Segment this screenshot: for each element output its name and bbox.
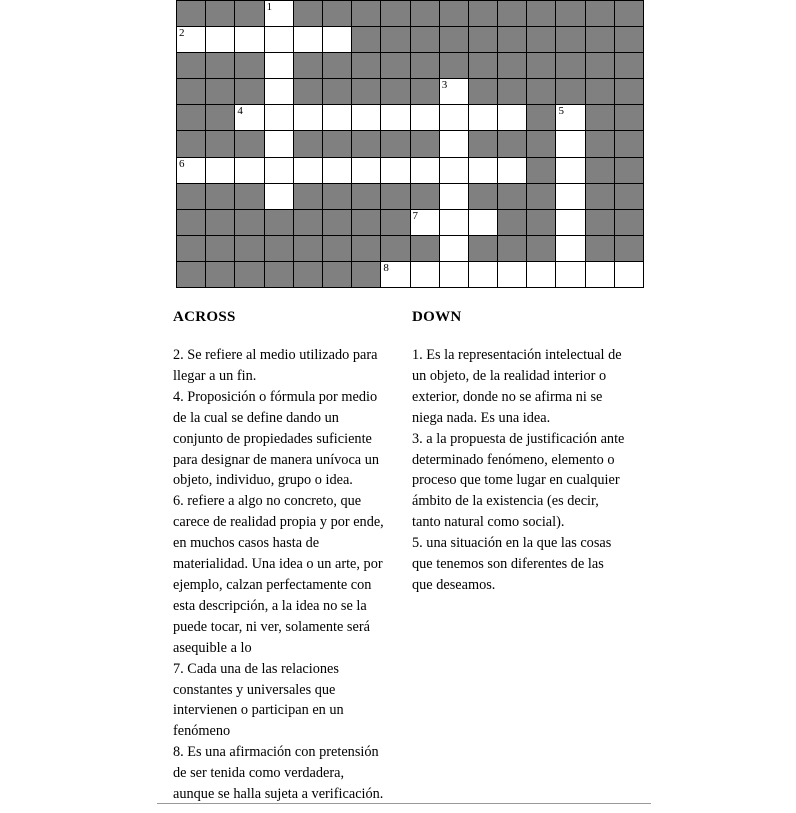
grid-block — [527, 183, 556, 209]
grid-block — [411, 26, 440, 52]
grid-block — [235, 52, 264, 78]
grid-cell[interactable] — [265, 52, 294, 78]
grid-block — [586, 26, 615, 52]
grid-block — [323, 209, 352, 235]
grid-block — [498, 52, 527, 78]
grid-cell[interactable] — [323, 157, 352, 183]
clue-number: 2 — [179, 27, 185, 40]
grid-cell[interactable] — [556, 183, 585, 209]
across-clue-list — [173, 345, 413, 805]
grid-block — [177, 52, 206, 78]
grid-block — [235, 235, 264, 261]
grid-block — [498, 209, 527, 235]
grid-block — [294, 0, 323, 26]
grid-cell[interactable] — [294, 104, 323, 130]
grid-block — [440, 52, 469, 78]
grid-block — [615, 235, 644, 261]
grid-cell[interactable] — [556, 209, 585, 235]
grid-block — [206, 130, 235, 156]
grid-block — [235, 0, 264, 26]
clue-number: 5 — [558, 105, 564, 118]
grid-block — [498, 130, 527, 156]
grid-cell[interactable] — [235, 157, 264, 183]
grid-cell[interactable] — [440, 130, 469, 156]
grid-block — [586, 209, 615, 235]
grid-block — [498, 183, 527, 209]
grid-block — [411, 52, 440, 78]
grid-block — [615, 183, 644, 209]
grid-cell[interactable] — [265, 26, 294, 52]
grid-cell[interactable] — [498, 104, 527, 130]
grid-cell[interactable] — [352, 157, 381, 183]
down-clue: 3. a la propuesta de justificación ante determinado fenómeno, elemento o proceso que tome lugar en cualquier ámbito de la existencia (es decir, tanto natural como social). — [412, 430, 625, 531]
down-heading: DOWN — [412, 309, 462, 325]
grid-block — [381, 26, 410, 52]
grid-block — [527, 26, 556, 52]
grid-block — [177, 78, 206, 104]
grid-block — [352, 209, 381, 235]
grid-block — [440, 26, 469, 52]
clue-number: 3 — [441, 79, 448, 92]
grid-block — [586, 183, 615, 209]
grid-block — [235, 130, 264, 156]
grid-block — [206, 261, 235, 287]
clue-number: 7 — [412, 209, 418, 222]
grid-block — [615, 209, 644, 235]
grid-block — [206, 104, 235, 130]
grid-block — [323, 52, 352, 78]
grid-block — [323, 130, 352, 156]
grid-cell[interactable] — [381, 261, 410, 287]
grid-block — [527, 0, 556, 26]
grid-block — [352, 261, 381, 287]
grid-block — [206, 52, 235, 78]
grid-block — [615, 157, 644, 183]
grid-cell[interactable] — [177, 157, 206, 183]
grid-cell[interactable] — [498, 261, 527, 287]
grid-cell[interactable] — [235, 104, 264, 130]
grid-block — [177, 209, 206, 235]
grid-cell[interactable] — [265, 0, 294, 26]
grid-block — [177, 183, 206, 209]
crossword-grid — [176, 0, 644, 288]
grid-block — [381, 209, 410, 235]
grid-block — [586, 104, 615, 130]
grid-block — [527, 235, 556, 261]
grid-cell[interactable] — [440, 235, 469, 261]
grid-block — [265, 209, 294, 235]
grid-cell[interactable] — [440, 261, 469, 287]
grid-block — [352, 130, 381, 156]
grid-cell[interactable] — [440, 183, 469, 209]
grid-cell[interactable] — [469, 104, 498, 130]
down-clue-list — [412, 345, 652, 596]
grid-block — [235, 183, 264, 209]
divider-line — [157, 803, 651, 804]
grid-block — [527, 52, 556, 78]
grid-block — [498, 78, 527, 104]
grid-block — [294, 209, 323, 235]
grid-cell[interactable] — [440, 78, 469, 104]
grid-block — [469, 130, 498, 156]
grid-cell[interactable] — [265, 157, 294, 183]
grid-block — [615, 78, 644, 104]
grid-block — [206, 78, 235, 104]
clue-number: 6 — [179, 157, 185, 170]
grid-block — [469, 235, 498, 261]
grid-block — [177, 130, 206, 156]
grid-block — [177, 235, 206, 261]
grid-cell[interactable] — [265, 104, 294, 130]
grid-block — [235, 261, 264, 287]
across-clue: 6. refiere a algo no concreto, que carece de realidad propia y por ende, en muchos casos hasta de materialidad. Una idea o un arte, por ejemplo, calzan perfectamente con esta descripción, a la idea no se la puede tocar, ni ver, solamente será asequible a lo — [173, 493, 384, 656]
grid-block — [381, 0, 410, 26]
grid-block — [381, 52, 410, 78]
grid-block — [556, 78, 585, 104]
grid-block — [411, 78, 440, 104]
grid-cell[interactable] — [615, 261, 644, 287]
grid-block — [615, 0, 644, 26]
grid-block — [294, 78, 323, 104]
grid-block — [556, 52, 585, 78]
clue-number: 1 — [266, 1, 273, 13]
grid-block — [323, 261, 352, 287]
grid-cell[interactable] — [527, 261, 556, 287]
across-heading: ACROSS — [173, 309, 236, 325]
grid-block — [469, 26, 498, 52]
grid-cell[interactable] — [294, 26, 323, 52]
grid-cell[interactable] — [440, 209, 469, 235]
grid-cell[interactable] — [294, 157, 323, 183]
grid-block — [323, 0, 352, 26]
grid-cell[interactable] — [265, 78, 294, 104]
down-clue: 1. Es la representación intelectual de un objeto, de la realidad interior o exterior, donde no se afirma ni se niega nada. Es una idea. — [412, 347, 622, 426]
grid-cell[interactable] — [556, 235, 585, 261]
across-clue: 8. Es una afirmación con pretensión de ser tenida como verdadera, aunque se halla sujeta a verificación. — [173, 744, 384, 803]
grid-block — [586, 52, 615, 78]
grid-block — [615, 130, 644, 156]
grid-block — [527, 104, 556, 130]
grid-cell[interactable] — [556, 130, 585, 156]
grid-block — [206, 0, 235, 26]
grid-block — [352, 183, 381, 209]
grid-block — [527, 130, 556, 156]
grid-block — [323, 183, 352, 209]
grid-block — [323, 235, 352, 261]
grid-block — [469, 52, 498, 78]
grid-cell[interactable] — [556, 104, 585, 130]
grid-block — [527, 209, 556, 235]
grid-block — [352, 235, 381, 261]
grid-cell[interactable] — [381, 157, 410, 183]
grid-block — [381, 183, 410, 209]
down-clue: 5. una situación en la que las cosas que tenemos son diferentes de las que deseamos. — [412, 535, 612, 593]
grid-cell[interactable] — [235, 26, 264, 52]
grid-cell[interactable] — [411, 157, 440, 183]
grid-cell[interactable] — [352, 104, 381, 130]
grid-block — [294, 261, 323, 287]
grid-block — [556, 26, 585, 52]
grid-block — [206, 235, 235, 261]
grid-block — [265, 235, 294, 261]
grid-cell[interactable] — [323, 26, 352, 52]
grid-block — [235, 209, 264, 235]
grid-block — [615, 26, 644, 52]
grid-cell[interactable] — [411, 209, 440, 235]
across-clue: 2. Se refiere al medio utilizado para llegar a un fin. — [173, 347, 378, 384]
grid-block — [235, 78, 264, 104]
grid-block — [352, 78, 381, 104]
grid-block — [615, 104, 644, 130]
grid-block — [498, 26, 527, 52]
grid-cell[interactable] — [469, 209, 498, 235]
grid-block — [586, 0, 615, 26]
grid-block — [586, 78, 615, 104]
grid-block — [586, 157, 615, 183]
grid-block — [352, 0, 381, 26]
grid-block — [206, 183, 235, 209]
grid-block — [411, 130, 440, 156]
grid-cell[interactable] — [469, 261, 498, 287]
grid-cell[interactable] — [265, 183, 294, 209]
grid-cell[interactable] — [440, 157, 469, 183]
grid-block — [411, 183, 440, 209]
grid-cell[interactable] — [556, 261, 585, 287]
grid-block — [206, 209, 235, 235]
across-clue: 4. Proposición o fórmula por medio de la cual se define dando un conjunto de propiedades suficiente para designar de manera unívoca un objeto, individuo, grupo o idea. — [173, 388, 380, 489]
grid-cell[interactable] — [440, 104, 469, 130]
grid-block — [498, 235, 527, 261]
grid-block — [294, 52, 323, 78]
grid-block — [586, 235, 615, 261]
grid-block — [294, 183, 323, 209]
grid-block — [381, 78, 410, 104]
grid-block — [177, 104, 206, 130]
grid-block — [177, 261, 206, 287]
grid-block — [381, 235, 410, 261]
clue-number: 8 — [383, 261, 389, 274]
grid-block — [381, 130, 410, 156]
grid-cell[interactable] — [381, 104, 410, 130]
grid-cell[interactable] — [469, 157, 498, 183]
across-clue: 7. Cada una de las relaciones constantes y universales que intervienen o participan en un fenómeno — [173, 660, 344, 740]
grid-cell[interactable] — [265, 130, 294, 156]
grid-block — [469, 78, 498, 104]
grid-block — [411, 235, 440, 261]
grid-block — [469, 183, 498, 209]
grid-block — [265, 261, 294, 287]
grid-cell[interactable] — [206, 26, 235, 52]
grid-block — [323, 78, 352, 104]
grid-block — [440, 0, 469, 26]
grid-block — [177, 0, 206, 26]
grid-block — [527, 78, 556, 104]
grid-block — [352, 26, 381, 52]
grid-block — [469, 0, 498, 26]
grid-block — [498, 0, 527, 26]
grid-cell[interactable] — [177, 26, 206, 52]
grid-cell[interactable] — [498, 157, 527, 183]
grid-block — [615, 52, 644, 78]
grid-block — [556, 0, 585, 26]
grid-cell[interactable] — [556, 157, 585, 183]
grid-block — [294, 130, 323, 156]
grid-cell[interactable] — [411, 261, 440, 287]
grid-block — [411, 0, 440, 26]
grid-block — [586, 130, 615, 156]
grid-cell[interactable] — [411, 104, 440, 130]
grid-block — [352, 52, 381, 78]
grid-block — [527, 157, 556, 183]
grid-cell[interactable] — [586, 261, 615, 287]
clue-number: 4 — [237, 105, 243, 118]
grid-block — [294, 235, 323, 261]
grid-cell[interactable] — [323, 104, 352, 130]
grid-cell[interactable] — [206, 157, 235, 183]
